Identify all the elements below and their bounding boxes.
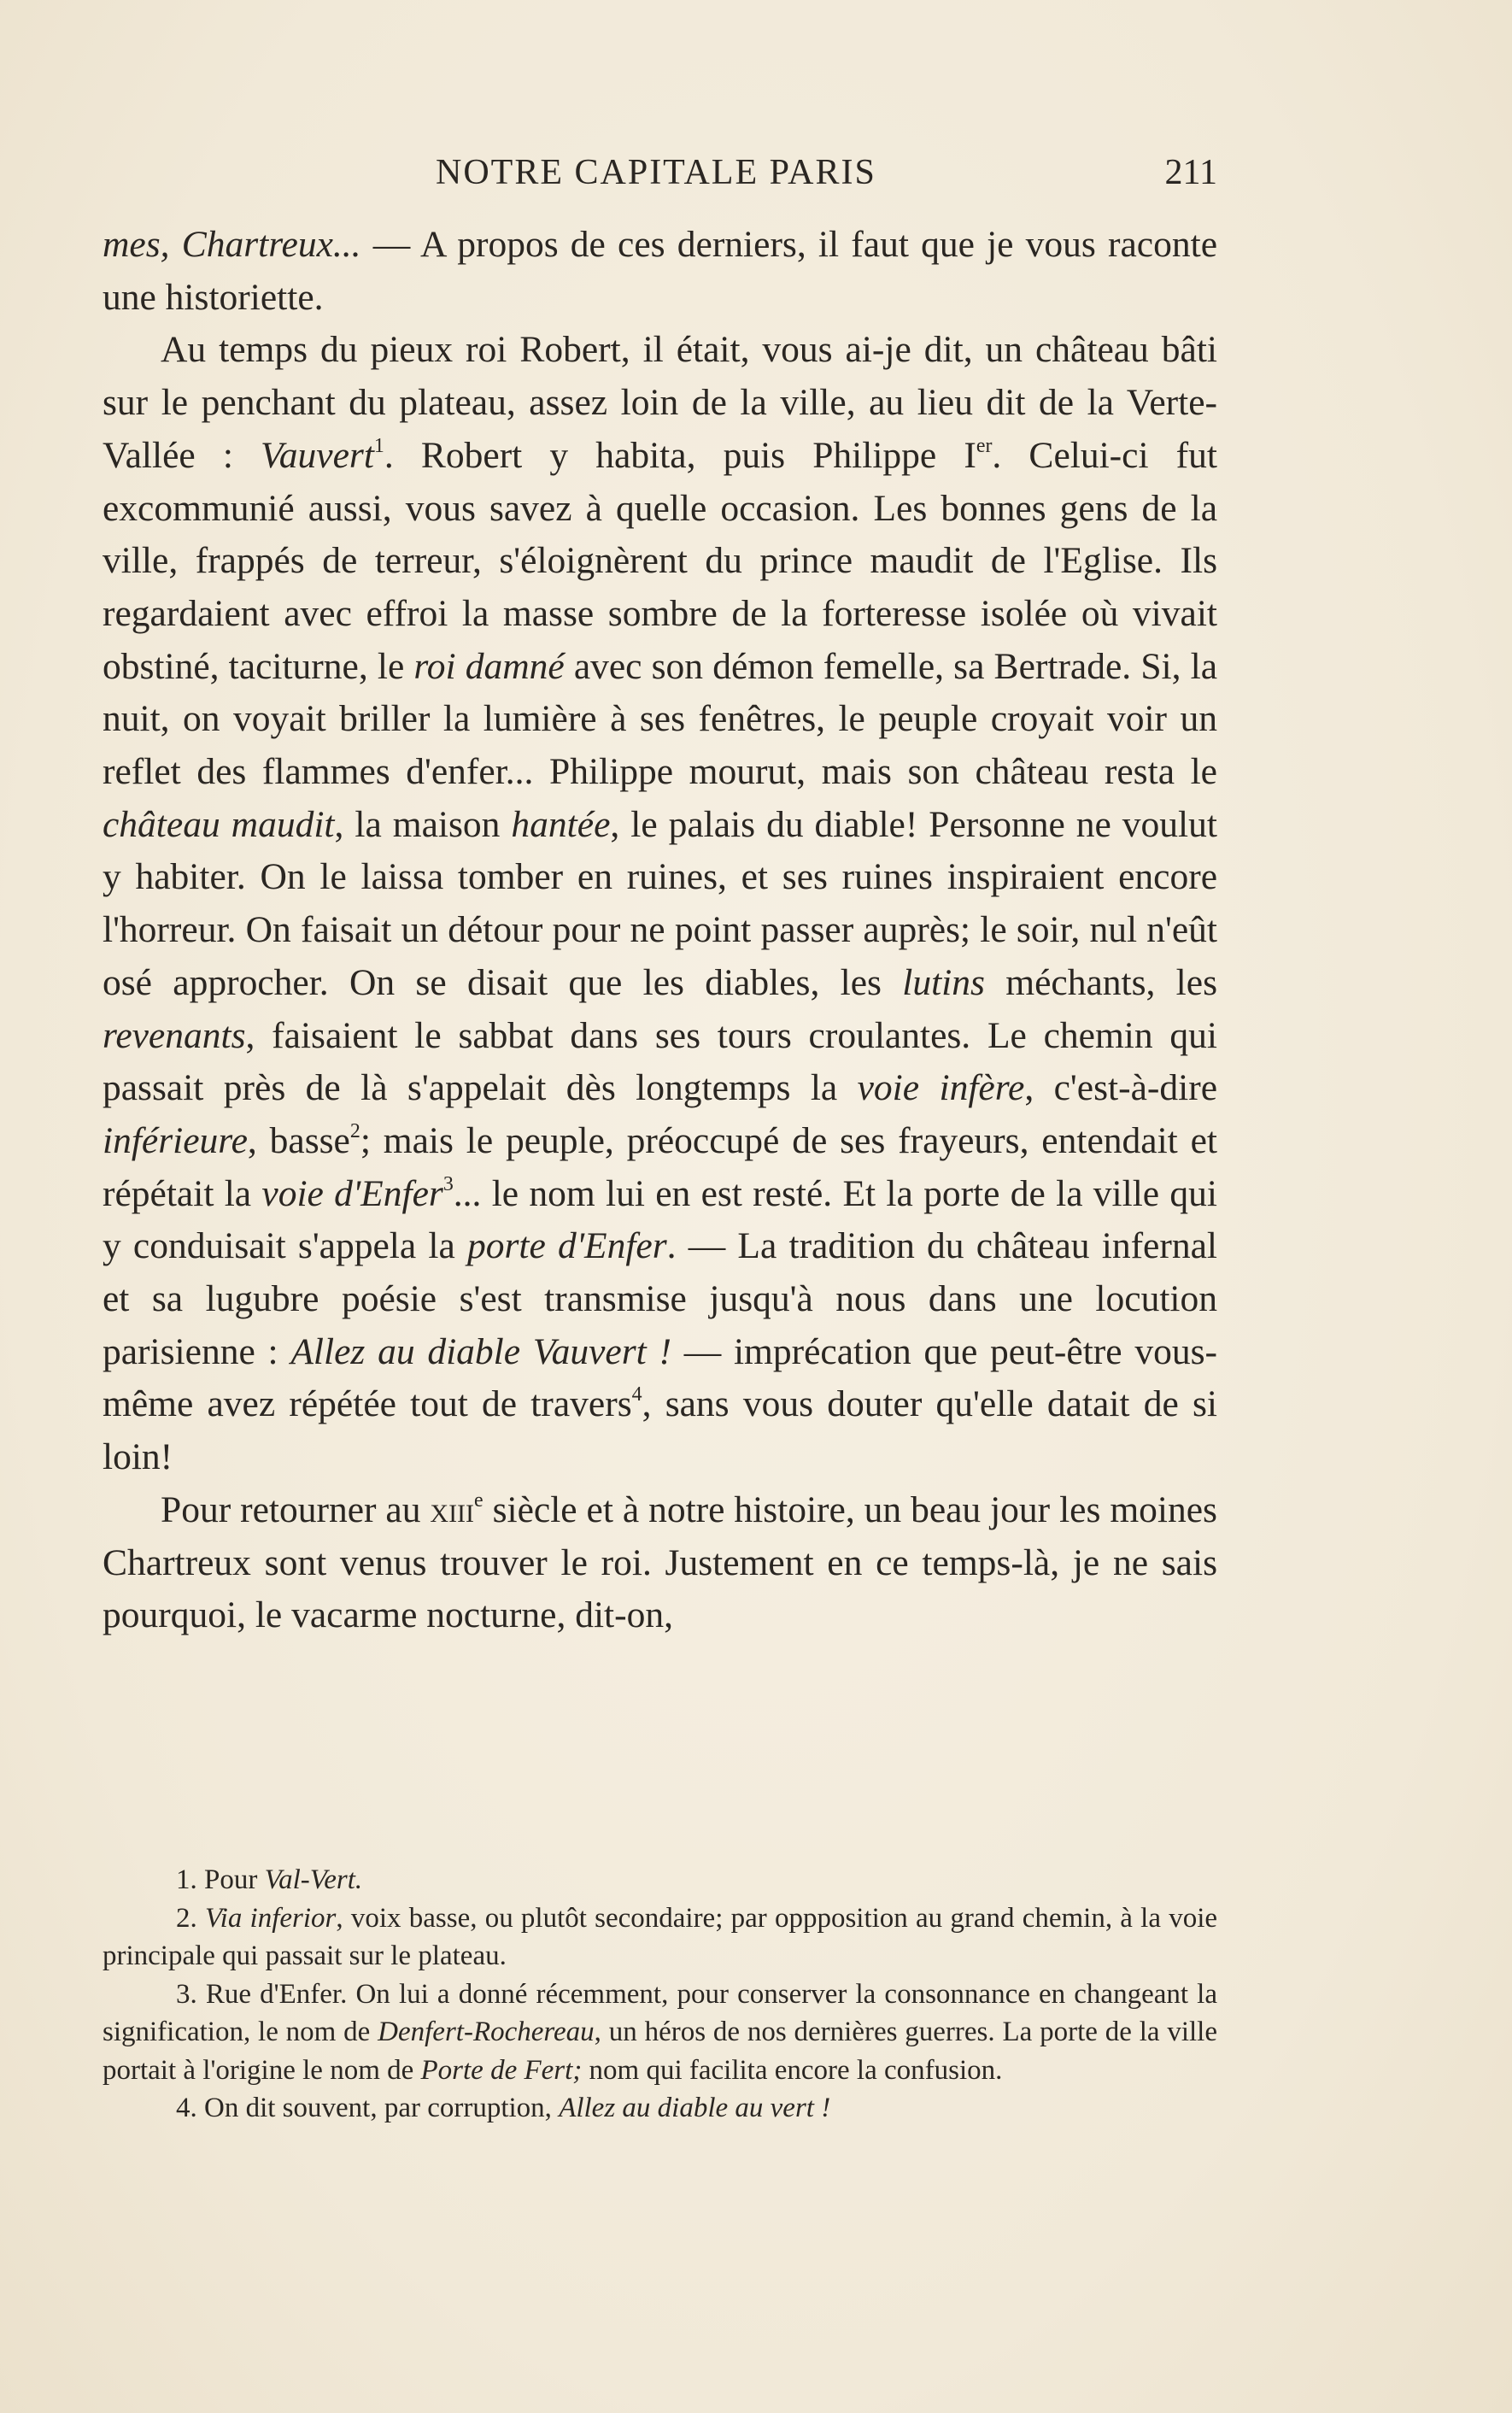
footnote-number: 2. <box>176 1902 197 1934</box>
italic-phrase: Val-Vert. <box>264 1864 363 1895</box>
footnote-4 <box>103 2089 1217 2128</box>
ordinal-superscript: er <box>976 434 993 457</box>
text-run: , la maison <box>334 803 512 845</box>
italic-phrase: Allez au diable au vert ! <box>559 2093 831 2123</box>
italic-phrase: voie infère <box>857 1067 1025 1109</box>
text-run: Pour <box>196 1864 265 1895</box>
text-run: , un héros de nos dernières guerres. La porte de la ville portait à l'origine le nom de <box>103 2017 1217 2086</box>
text-run: On dit souvent, par corruption, <box>196 2093 560 2123</box>
italic-phrase: lutins <box>902 961 985 1003</box>
paragraph-3 <box>103 1484 1217 1642</box>
text-run: avec son démon femelle, sa Bertrade. Si, la nuit, on voyait briller la lumière à ses fenêtres, le peuple croyait voir un reflet des flammes d'enfer... Philippe mourut, mais son château resta le <box>103 645 1218 793</box>
footnote-ref: 1 <box>373 434 384 457</box>
italic-phrase: château maudit <box>103 803 335 845</box>
footnote-3 <box>103 1976 1217 2090</box>
text-run: , c'est-à-dire <box>1024 1067 1217 1109</box>
text-run: , sans vous douter qu'elle datait de si loin! <box>103 1383 1217 1478</box>
main-text <box>103 219 1217 1642</box>
italic-phrase: Via inferior <box>204 1902 337 1934</box>
italic-phrase: Porte de Fert; <box>420 2054 583 2086</box>
italic-phrase: Denfert-Rochereau <box>378 2017 595 2047</box>
footnote-ref: 3 <box>442 1172 454 1195</box>
text-run: ... le nom lui en est resté. Et la porte de la ville qui y conduisait s'appela la <box>103 1172 1217 1267</box>
text-run: , voix basse, ou plutôt secondaire; par oppposition au grand chemin, à la voie principale qui passait sur le plateau. <box>103 1902 1218 1971</box>
text-run: Au temps du pieux roi Robert, il était, vous ai-je dit, un château bâti sur le penchant du plateau, assez loin de la ville, au lieu dit de la Verte-Vallée : <box>103 329 1217 476</box>
italic-phrase: roi damné <box>413 645 565 687</box>
footnote-2 <box>103 1899 1217 1976</box>
text-run: , basse <box>247 1119 350 1161</box>
italic-phrase: voie d'Enfer <box>261 1172 443 1214</box>
italic-phrase: revenants <box>103 1014 246 1056</box>
text-run: — A propos de ces derniers, il faut que je vous raconte une historiette. <box>103 224 1218 318</box>
page-header <box>103 152 1217 195</box>
text-run: méchants, les <box>984 961 1218 1003</box>
text-run: . Celui-ci fut excommunié aussi, vous savez à quelle occasion. Les bonnes gens de la ville, frappés de terreur, s'éloignèrent du prince maudit de l'Eglise. Ils regardaient avec effroi la masse sombre de la forteresse isolée où vivait obstiné, taciturne, le <box>103 434 1217 687</box>
footnote-ref: 4 <box>631 1383 642 1406</box>
text-run: Pour retourner au <box>161 1488 431 1530</box>
footnote-ref: 2 <box>349 1120 360 1143</box>
paragraph-1 <box>103 219 1217 324</box>
italic-phrase: porte d'Enfer <box>466 1225 667 1267</box>
text-run: — imprécation que peut-être vous-même avez répétée tout de travers <box>103 1330 1218 1425</box>
text-run: ; mais le peuple, préoccupé de ses frayeurs, entendait et répétait la <box>103 1119 1217 1214</box>
text-run: , faisaient le sabbat dans ses tours croulantes. Le chemin qui passait près de là s'appelait dès longtemps la <box>103 1014 1217 1109</box>
italic-phrase: hantée <box>511 803 611 845</box>
footnote-1 <box>103 1861 1217 1899</box>
footnote-number: 4. <box>176 2093 197 2123</box>
italic-phrase: Allez au diable Vauvert ! <box>290 1330 671 1372</box>
ordinal-superscript: e <box>474 1488 483 1512</box>
text-run: . Robert y habita, puis Philippe I <box>384 434 976 476</box>
footnotes <box>103 1861 1217 2128</box>
text-run: . — La tradition du château infernal et sa lugubre poésie s'est transmise jusqu'à nous dans une locution parisienne : <box>103 1225 1217 1372</box>
italic-phrase: mes, Chartreux... <box>103 224 361 265</box>
footnote-number: 3. <box>176 1978 197 2010</box>
text-run: Rue d'Enfer. On lui a donné récemment, pour conserver la consonnance en changeant la signification, le nom de <box>103 1978 1217 2047</box>
footnote-number: 1. <box>176 1864 197 1895</box>
century-numeral: xiii <box>430 1488 475 1530</box>
page-number: 211 <box>1164 153 1217 192</box>
text-run: siècle et à notre histoire, un beau jour les moines Chartreux sont venus trouver le roi. Justement en ce temps-là, je ne sais pourquoi, le vacarme nocturne, dit-on, <box>103 1488 1217 1636</box>
italic-phrase: inférieure <box>103 1119 248 1161</box>
running-title: NOTRE CAPITALE PARIS <box>436 153 876 192</box>
text-run: , le palais du diable! Personne ne voulut y habiter. On le laissa tomber en ruines, et ses ruines inspiraient encore l'horreur. On faisait un détour pour ne point passer auprès; le soir, nul n'eût osé approcher. On se disait que les diables, les <box>103 803 1217 1003</box>
italic-phrase: Vauvert <box>261 434 374 476</box>
text-run: nom qui facilita encore la confusion. <box>582 2054 1003 2086</box>
paragraph-2 <box>103 324 1217 1483</box>
